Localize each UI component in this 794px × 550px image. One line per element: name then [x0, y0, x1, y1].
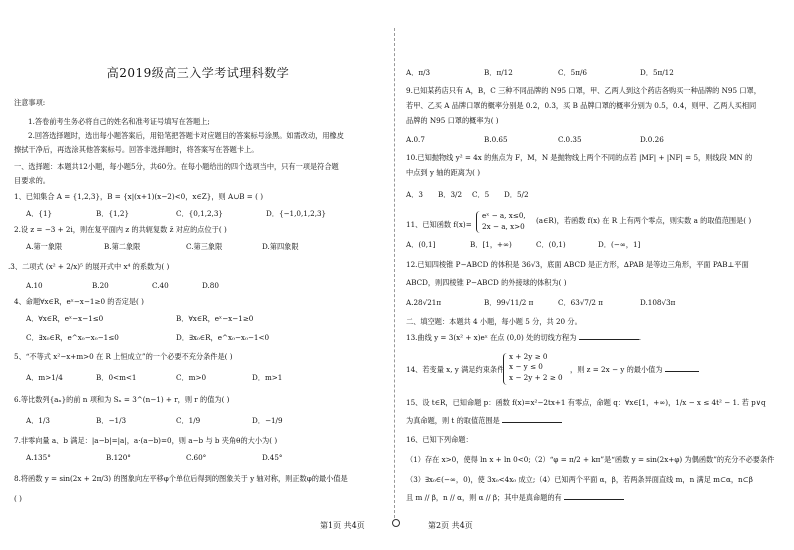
- q8-option-c[interactable]: C．5π/6: [558, 68, 587, 77]
- q1-option-d[interactable]: D．{−1,0,1,2,3}: [266, 209, 327, 218]
- q5-option-b[interactable]: B．0<m<1: [96, 373, 137, 382]
- q9-option-d[interactable]: D.0.26: [640, 135, 664, 144]
- page-title: 高2019级高三入学考试理科数学: [106, 66, 290, 80]
- question-4-stem: 4、命题∀x∈R，eˣ−x−1≥0 的否定是( ): [14, 297, 144, 306]
- q10-option-b[interactable]: B．3/2: [438, 190, 463, 199]
- q9-option-b[interactable]: B.0.65: [484, 135, 508, 144]
- q5-option-a[interactable]: A．m>1/4: [26, 373, 63, 382]
- q3-option-c[interactable]: C.40: [152, 281, 169, 290]
- question-9-stem: 9.已知某药店只有 A，B，C 三种不同品牌的 N95 口罩，甲、乙两人到这个药店各购买一种品牌的 N95 口罩，: [406, 86, 761, 95]
- question-3-stem: .3、二项式 (x² + 2/x)⁵ 的展开式中 x⁴ 的系数为( ): [8, 262, 170, 271]
- q10-option-c[interactable]: C．5: [472, 190, 490, 199]
- q14-answer-blank[interactable]: [665, 371, 699, 372]
- q12-option-d[interactable]: D.108√3π: [640, 298, 676, 307]
- question-8-stem-cont: ( ): [14, 494, 22, 503]
- notice-item-1: 1.答卷前考生务必将自己的姓名和准考证号填写在答题上;: [28, 117, 210, 126]
- q6-option-d[interactable]: D．−1/9: [252, 416, 283, 425]
- q9-option-a[interactable]: A.0.7: [406, 135, 425, 144]
- q5-option-c[interactable]: C．m>0: [176, 373, 207, 382]
- q7-option-d[interactable]: D.45°: [262, 453, 283, 462]
- q7-option-c[interactable]: C.60°: [186, 453, 207, 462]
- q14-brace: [503, 353, 508, 385]
- question-1-stem: 1、已知集合 A = {1,2,3}，B = {x|(x+1)(x−2)<0，x∈Z}，则 A∪B = ( ): [14, 192, 263, 201]
- q3-option-b[interactable]: B.20: [92, 281, 109, 290]
- q16-cont-text: 且 m // β，n // α，则 α // β；其中是真命题的有: [406, 493, 562, 502]
- q7-option-a[interactable]: A.135°: [26, 453, 51, 462]
- q2-option-b[interactable]: B.第二象限: [104, 242, 141, 251]
- question-8-stem: 8.将函数 y = sin(2x + 2π/3) 的图象向左平移φ个单位后得到的图象关于 y 轴对称，则正数φ的最小值是: [14, 474, 348, 483]
- footer-page-left: 第1页 共4页: [320, 521, 365, 530]
- q3-option-d[interactable]: D.80: [202, 281, 219, 290]
- q1-option-a[interactable]: A．{1}: [26, 209, 53, 218]
- binding-hole-icon: [392, 519, 400, 527]
- question-16-item-1-2: （1）存在 x>0，使得 ln x + ln 0<0;（2）“φ = π/2 + kπ”是“函数 y = sin(2x+φ) 为偶函数”的充分不必要条件: [406, 455, 775, 464]
- question-5-stem: 5、“不等式 x²−x+m>0 在 R 上恒成立”的一个必要不充分条件是( ): [14, 352, 233, 361]
- q12-option-b[interactable]: B．99√11/2 π: [484, 298, 534, 307]
- q11-option-b[interactable]: B．[1，+∞): [470, 240, 512, 249]
- q8-option-b[interactable]: B．π/12: [484, 68, 513, 77]
- q6-option-c[interactable]: C．1/9: [176, 416, 201, 425]
- q1-option-c[interactable]: C．{0,1,2,3}: [176, 209, 223, 218]
- q1-option-b[interactable]: B．{1,2}: [96, 209, 130, 218]
- q10-option-a[interactable]: A．3: [406, 190, 423, 199]
- q2-option-d[interactable]: D.第四象限: [262, 242, 299, 251]
- question-16: 16、已知下列命题：: [406, 435, 473, 444]
- column-divider: [394, 28, 395, 518]
- q10-option-d[interactable]: D．5/2: [504, 190, 529, 199]
- q13-answer-blank[interactable]: [579, 339, 639, 340]
- q11-case-1: eˣ − a, x≤0,: [482, 211, 526, 220]
- q2-option-a[interactable]: A.第一象限: [26, 242, 63, 251]
- question-9-stem-cont2: 品牌的 N95 口罩的概率为( ): [406, 116, 499, 125]
- q11-option-c[interactable]: C．(0,1): [536, 240, 566, 249]
- q7-option-b[interactable]: B.120°: [106, 453, 131, 462]
- question-6-stem: 6.等比数列{aₙ}的前 n 项和为 Sₙ = 3^(n−1) + r，则 r 的值为( ): [14, 395, 230, 404]
- q4-option-c[interactable]: C．∃x₀∈R，e^x₀−x₀−1≤0: [26, 333, 119, 342]
- q6-option-b[interactable]: B．−1/3: [96, 416, 127, 425]
- q13-text: 13.曲线 y = 3(x² + x)eˣ 在点 (0,0) 处的切线方程为: [406, 333, 577, 342]
- question-10-stem-cont: 中点到 y 轴的距离为( ): [406, 168, 481, 177]
- q14-constraint-3: x − 2y + 2 ≥ 0: [509, 373, 563, 382]
- question-16-item-3-4: （3）∃x₀∈(−∞，0)，使 3x₀<4x₀ 成立;（4）已知两个平面 α，β，若两条异面直线 m，n 满足 m⊂α，n⊂β: [406, 475, 753, 484]
- section1-heading-cont: 目要求的。: [14, 176, 50, 185]
- q11-case-2: 2x − a, x>0: [482, 222, 525, 231]
- q11-option-a[interactable]: A．(0,1]: [406, 240, 436, 249]
- q4-option-d[interactable]: D．∃x₀∈R，e^x₀−x₀−1<0: [176, 333, 270, 342]
- q8-option-a[interactable]: A．π/3: [406, 68, 431, 77]
- question-15: 15、设 t∈R，已知命题 p：函数 f(x)=x²−2tx+1 有零点，命题 q：∀x∈[1，+∞)，1/x − x ≤ 4t² − 1. 若 p∨q: [406, 398, 766, 407]
- question-7-stem: 7.非零向量 a、b 满足：|a−b|=|a|，a·(a−b)=0，则 a−b 与 b 夹角θ的大小为( ): [14, 436, 278, 445]
- q14-suffix-text: ，则 z = 2x − y 的最小值为: [570, 365, 663, 374]
- q12-option-a[interactable]: A.28√21π: [406, 298, 442, 307]
- question-15-cont: [406, 416, 562, 426]
- q14-constraint-1: x + 2y ≥ 0: [509, 352, 548, 361]
- q4-option-b[interactable]: B．∀x∈R，eˣ−x−1≥0: [176, 314, 254, 323]
- question-11-suffix: (a∈R)，若函数 f(x) 在 R 上有两个零点，则实数 a 的取值范围是( ): [536, 216, 752, 225]
- q6-option-a[interactable]: A．1/3: [26, 416, 50, 425]
- q15-cont-text: 为真命题，则 t 的取值范围是: [406, 416, 500, 425]
- q15-answer-blank[interactable]: [502, 422, 562, 423]
- q11-option-d[interactable]: D．(−∞，1]: [598, 240, 641, 249]
- question-10-stem: 10.已知抛物线 y² = 4x 的焦点为 F，M，N 是抛物线上两个不同的点若 |MF| + |NF| = 5，则线段 MN 的: [406, 153, 753, 162]
- q3-option-a[interactable]: A.10: [26, 281, 43, 290]
- q12-option-c[interactable]: C．63√7/2 π: [558, 298, 603, 307]
- q16-answer-blank[interactable]: [564, 499, 624, 500]
- q14-constraint-2: x − y ≤ 0: [509, 362, 543, 371]
- question-2-stem: 2.设 z = −3 + 2i，则在复平面内 z 的共轭复数 z̄ 对应的点位于( ): [14, 225, 227, 234]
- notice-item-3: 擦拭干净后，再选涂其他答案标号。回答非选择题时，将答案写在答题卡上。: [14, 145, 259, 154]
- section1-heading: 一、选择题：本题共12小题，每小题5分，共60分。在每小题给出的四个选项当中，只有一项是符合题: [14, 162, 339, 171]
- question-9-stem-cont: 若甲、乙买 A 品牌口罩的概率分别是 0.2，0.3，买 B 品牌口罩的概率分别为 0.5，0.4，则甲、乙两人买相同: [406, 101, 757, 110]
- q2-option-c[interactable]: C.第三象限: [186, 242, 223, 251]
- footer-page-right: 第2页 共4页: [428, 521, 473, 530]
- question-11-prefix: 11、已知函数 f(x)=: [406, 220, 472, 229]
- q5-option-d[interactable]: D．m>1: [252, 373, 283, 382]
- question-14-suffix: [570, 365, 699, 375]
- question-12-stem: 12.已知四棱锥 P−ABCD 的体积是 36√3，底面 ABCD 是正方形，∆PAB 是等边三角形，平面 PAB⊥平面: [406, 260, 749, 269]
- section2-heading: 二、填空题：本题共 4 小题，每小题 5 分，共 20 分。: [406, 317, 582, 326]
- notice-heading: 注意事项:: [14, 98, 46, 107]
- q8-option-d[interactable]: D．5π/12: [640, 68, 674, 77]
- question-12-stem-cont: ABCD，则四棱锥 P−ABCD 的外接球的体积为( ): [406, 278, 567, 287]
- q4-option-a[interactable]: A．∀x∈R，eˣ−x−1≤0: [26, 314, 104, 323]
- notice-item-2: 2.回答选择题时，选出每小题答案后，用铅笔把答题卡对应题目的答案标号涂黑。如需改动，用橡皮: [28, 131, 344, 140]
- question-13: 13.曲线 y = 3(x² + x)eˣ 在点 (0,0) 处的切线方程为 .: [406, 333, 641, 342]
- q9-option-c[interactable]: C.0.35: [558, 135, 582, 144]
- question-16-item-4-cont: [406, 493, 624, 503]
- q11-brace: [476, 211, 481, 233]
- question-14-prefix: 14、若变量 x, y 满足约束条件: [406, 365, 505, 374]
